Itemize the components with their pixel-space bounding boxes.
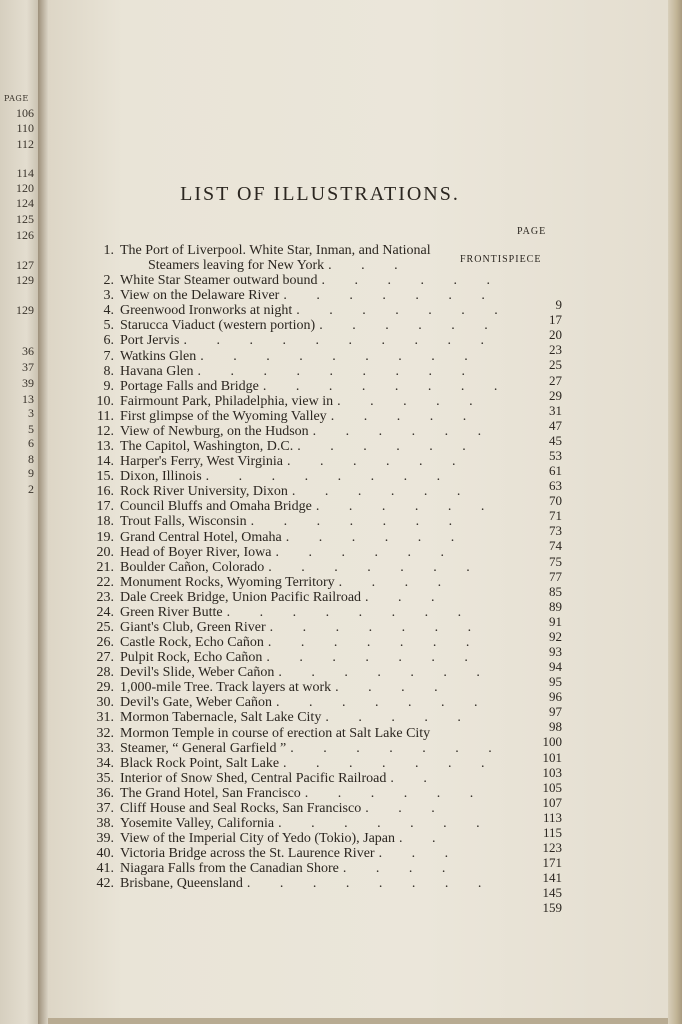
list-item <box>88 439 479 455</box>
leader-dots: . . . . . . . <box>267 635 483 651</box>
leader-dots: . . . . . <box>337 393 486 409</box>
list-item <box>88 710 474 726</box>
list-item <box>88 771 440 787</box>
item-number: 42. <box>96 876 114 892</box>
item-number: 35. <box>96 770 114 786</box>
facing-page-number: 5 <box>28 422 34 436</box>
page-column-header: PAGE <box>517 226 547 237</box>
item-title: Rock River University, Dixon <box>120 484 288 500</box>
item-title: Grand Central Hotel, Omaha <box>120 529 282 545</box>
facing-page-number: 126 <box>16 228 34 242</box>
item-title: Greenwood Ironworks at night <box>120 303 293 319</box>
item-number: 41. <box>96 861 114 877</box>
facing-page-number: 6 <box>28 436 34 450</box>
leader-dots: . . . <box>378 846 462 862</box>
leader-dots: . . . . . . <box>291 484 474 500</box>
item-title: Cliff House and Seal Rocks, San Francisco <box>120 800 362 816</box>
facing-page-number: 114 <box>16 166 34 180</box>
item-title-continued: Steamers leaving for New York <box>148 258 325 274</box>
list-item <box>88 801 448 817</box>
leader-dots: . . . . . . . . <box>205 469 454 485</box>
item-number: 13. <box>96 439 114 455</box>
item-number: 12. <box>96 423 114 439</box>
list-item <box>88 741 505 757</box>
leader-dots: . . . . . . . . <box>262 378 511 394</box>
item-title: Fairmount Park, Philadelphia, view in <box>120 393 334 409</box>
item-title: Giant's Club, Green River <box>120 620 266 635</box>
item-title: The Capitol, Washington, D.C. <box>120 439 294 455</box>
item-title: Boulder Cañon, Colorado <box>120 559 265 575</box>
leader-dots: . . . . . . . <box>269 620 485 635</box>
item-page-number: 92 <box>549 628 562 644</box>
item-page-number: 97 <box>549 704 562 720</box>
item-page-number: 74 <box>549 538 562 554</box>
item-title: White Star Steamer outward bound <box>120 273 318 289</box>
item-title: Monument Rocks, Wyoming Territory <box>120 574 335 590</box>
item-page-number: 100 <box>542 734 562 750</box>
item-number: 6. <box>103 333 114 349</box>
list-item <box>88 726 430 742</box>
facing-page-number: 13 <box>22 392 34 406</box>
leader-dots: . . . <box>328 258 411 274</box>
item-number: 39. <box>96 831 114 847</box>
item-title: Trout Falls, Wisconsin <box>120 514 247 530</box>
item-page-number: 77 <box>549 568 562 584</box>
facing-page-number: 124 <box>16 196 34 210</box>
item-number: 36. <box>96 785 114 801</box>
item-title: Interior of Snow Shed, Central Pacific Railroad <box>120 770 387 786</box>
item-number: 38. <box>96 816 114 832</box>
list-item <box>88 560 483 576</box>
list-item-continuation <box>148 258 411 274</box>
item-title: The Port of Liverpool. White Star, Inman, and National <box>120 243 431 258</box>
list-item <box>88 620 484 636</box>
item-number: 19. <box>96 529 114 545</box>
item-title: Harper's Ferry, West Virginia <box>120 454 283 470</box>
facing-page-edge <box>0 0 38 1024</box>
list-item <box>88 514 465 530</box>
leader-dots: . . . . <box>342 861 459 877</box>
item-page-number: 94 <box>549 659 562 675</box>
list-item <box>88 333 497 349</box>
item-page-number: 115 <box>542 824 562 840</box>
item-number: 27. <box>96 650 114 666</box>
facing-page-number: 129 <box>16 303 34 317</box>
leader-dots: . . . . . . <box>275 544 457 560</box>
item-title: Portage Falls and Bridge <box>120 378 259 394</box>
leader-dots: . . . . . . . <box>290 740 505 756</box>
leader-dots: . . . . . . <box>321 273 504 289</box>
item-title: Steamer, “ General Garfield ” <box>120 740 287 756</box>
item-number: 16. <box>96 484 114 500</box>
item-title: Niagara Falls from the Canadian Shore <box>120 861 339 877</box>
item-number: 4. <box>103 303 114 319</box>
list-item <box>88 303 511 319</box>
leader-dots: . . . . . . <box>285 529 468 545</box>
list-item <box>88 484 473 500</box>
item-number: 37. <box>96 800 114 816</box>
item-title: First glimpse of the Wyoming Valley <box>120 408 327 424</box>
item-page-number: 17 <box>549 312 562 328</box>
item-number: 23. <box>96 589 114 605</box>
leader-dots: . . . . . . <box>297 439 479 455</box>
list-item <box>88 454 468 470</box>
list-item <box>88 605 474 621</box>
item-page-number: 61 <box>549 463 562 479</box>
leader-dots: . . . . . <box>325 710 474 726</box>
item-page-number: 101 <box>542 749 562 765</box>
item-number: 29. <box>96 680 114 696</box>
list-item <box>88 846 461 862</box>
leader-dots: . . . . <box>335 680 451 696</box>
list-item <box>88 288 498 304</box>
item-page-number: 93 <box>549 644 562 659</box>
facing-page-number: 125 <box>16 212 34 226</box>
list-item <box>88 665 493 681</box>
item-title: View on the Delaware River <box>120 288 280 304</box>
item-number: 21. <box>96 559 114 575</box>
item-page-number: 71 <box>549 508 562 524</box>
leader-dots: . . . . . . . . <box>246 876 495 892</box>
list-item <box>88 364 478 380</box>
facing-page-number: 36 <box>22 344 34 358</box>
item-page-number: 29 <box>549 387 562 403</box>
item-page-number: 73 <box>549 523 562 539</box>
leader-dots: . . . . . . . <box>275 695 491 711</box>
item-title: Mormon Temple in course of erection at Salt Lake City <box>120 725 431 741</box>
item-page-number: 9 <box>555 297 562 313</box>
item-page-number: 107 <box>542 794 562 810</box>
item-title: Black Rock Point, Salt Lake <box>120 755 280 771</box>
item-page-number: 103 <box>542 764 562 780</box>
item-title: Pulpit Rock, Echo Cañon <box>120 650 263 666</box>
item-page-number: 123 <box>542 840 562 856</box>
item-number: 18. <box>96 514 114 530</box>
item-page-number: 141 <box>542 870 562 886</box>
list-item <box>88 590 448 606</box>
item-number: 24. <box>96 604 114 620</box>
list-item <box>88 318 501 334</box>
item-title: Council Bluffs and Omaha Bridge <box>120 499 312 515</box>
list-item <box>88 424 494 440</box>
item-number: 17. <box>96 499 114 515</box>
item-title: The Grand Hotel, San Francisco <box>120 785 301 801</box>
facing-page-number: 2 <box>28 482 34 496</box>
leader-dots: . . . <box>365 589 448 605</box>
item-title: Green River Butte <box>120 604 223 620</box>
leader-dots: . . . . . . . <box>278 816 493 832</box>
item-title: Havana Glen <box>120 363 194 379</box>
item-number: 40. <box>96 846 114 862</box>
list-item <box>88 695 490 711</box>
item-page-number: 20 <box>549 327 562 343</box>
facing-page-number: 120 <box>16 181 34 195</box>
item-number: 1. <box>103 243 114 258</box>
item-number: 30. <box>96 695 114 711</box>
facing-page-number: 127 <box>16 258 34 272</box>
item-page-number: 53 <box>549 447 562 463</box>
leader-dots: . . . . . . . . . . <box>183 333 497 349</box>
list-item <box>88 273 503 289</box>
item-number: 10. <box>96 393 114 409</box>
list-item <box>88 876 494 892</box>
item-number: 25. <box>96 620 114 635</box>
item-number: 26. <box>96 635 114 651</box>
list-item <box>88 409 479 425</box>
list-item <box>88 635 482 651</box>
facing-page-number: 112 <box>16 137 34 151</box>
leader-dots: . . . . . . . . <box>226 604 475 620</box>
item-page-number: 96 <box>549 689 562 705</box>
item-number: 33. <box>96 740 114 756</box>
facing-page-number: 8 <box>28 452 34 466</box>
item-page-number: 91 <box>549 613 562 629</box>
item-number: 3. <box>103 288 114 304</box>
list-item <box>88 831 449 847</box>
item-title: Victoria Bridge across the St. Laurence River <box>120 846 375 862</box>
item-page-number: 25 <box>549 357 562 373</box>
item-title: Watkins Glen <box>120 348 197 364</box>
list-item <box>88 499 497 515</box>
item-title: Port Jervis <box>120 333 180 349</box>
item-number: 34. <box>96 755 114 771</box>
list-item <box>88 786 486 802</box>
item-page-number: 98 <box>549 719 562 735</box>
item-number: 7. <box>103 348 114 364</box>
item-number: 22. <box>96 574 114 590</box>
item-number: 2. <box>103 273 114 289</box>
leader-dots: . . . . . . . <box>283 288 498 304</box>
item-number: 9. <box>103 378 114 394</box>
item-number: 8. <box>103 363 114 379</box>
item-title: Castle Rock, Echo Cañon <box>120 635 264 651</box>
leader-dots: . . . . . . . <box>283 755 498 771</box>
item-title: Head of Boyer River, Iowa <box>120 544 272 560</box>
list-item <box>88 545 457 561</box>
item-number: 5. <box>103 318 114 334</box>
item-page-number: 95 <box>549 674 562 690</box>
facing-page-number: 37 <box>22 360 34 374</box>
item-page-number: 75 <box>549 553 562 569</box>
item-number: 15. <box>96 469 114 485</box>
item-title: View of Newburg, on the Hudson <box>120 423 309 439</box>
item-number: 20. <box>96 544 114 560</box>
item-page-number: 23 <box>549 342 562 358</box>
list-item <box>88 379 510 395</box>
facing-page-number: 39 <box>22 376 34 390</box>
item-page-number: 63 <box>549 478 562 494</box>
leader-dots: . . . <box>365 800 448 816</box>
item-page-number: 89 <box>549 598 562 614</box>
leader-dots: . . . . . . <box>304 785 487 801</box>
list-item <box>88 394 486 410</box>
item-page-number: 27 <box>549 372 562 388</box>
facing-page-number: 9 <box>28 466 34 480</box>
list-item <box>88 530 467 546</box>
item-title: View of the Imperial City of Yedo (Tokio), Japan <box>120 831 396 847</box>
list-item <box>88 756 498 772</box>
list-item <box>88 575 454 591</box>
book-gutter <box>38 0 48 1024</box>
facing-page-number: 110 <box>16 121 34 135</box>
item-page-number: 31 <box>549 402 562 418</box>
item-title: Brisbane, Queensland <box>120 876 243 892</box>
list-item <box>88 861 458 877</box>
item-page-number: 85 <box>549 583 562 599</box>
item-page-number: 47 <box>549 417 562 433</box>
item-number: 11. <box>97 408 114 424</box>
leader-dots: . . . . . . . <box>296 303 511 319</box>
facing-page-label: PAGE <box>4 94 29 103</box>
page-title: LIST OF ILLUSTRATIONS. <box>180 183 460 205</box>
leader-dots: . . . . . . <box>312 423 495 439</box>
item-page-number: 45 <box>549 432 562 448</box>
leader-dots: . . <box>399 831 449 847</box>
item-page-number: 145 <box>542 885 562 901</box>
leader-dots: . . . . . . . <box>268 559 483 575</box>
leader-dots: . . . . . . . <box>278 665 493 681</box>
item-number: 31. <box>96 710 114 726</box>
page-edge <box>668 0 682 1024</box>
leader-dots: . . <box>390 770 440 786</box>
leader-dots: . . . . . . . . . <box>200 348 481 364</box>
list-item <box>88 243 431 259</box>
leader-dots: . . . . . . . <box>266 650 481 666</box>
item-title: 1,000-mile Tree. Track layers at work <box>120 680 332 696</box>
frontispiece-label: FRONTISPIECE <box>460 254 542 265</box>
leader-dots: . . . . . . . . . <box>197 363 478 379</box>
item-title: Mormon Tabernacle, Salt Lake City <box>120 710 322 726</box>
list-item <box>88 349 481 365</box>
leader-dots: . . . . <box>338 574 455 590</box>
item-page-number: 159 <box>542 900 562 916</box>
list-item <box>88 650 481 666</box>
item-number: 14. <box>96 454 114 470</box>
facing-page-number: 3 <box>28 406 34 420</box>
item-title: Dixon, Illinois <box>120 469 202 485</box>
item-page-number: 105 <box>542 779 562 795</box>
leader-dots: . . . . . <box>330 408 480 424</box>
item-page-number: 70 <box>549 493 562 509</box>
facing-page-number: 129 <box>16 273 34 287</box>
list-item <box>88 469 453 485</box>
leader-dots: . . . . . . <box>315 499 498 515</box>
item-title: Devil's Slide, Weber Cañon <box>120 665 275 681</box>
item-title: Starucca Viaduct (western portion) <box>120 318 316 334</box>
item-title: Dale Creek Bridge, Union Pacific Railroad <box>120 589 362 605</box>
item-title: Yosemite Valley, California <box>120 816 275 832</box>
item-page-number: 113 <box>542 809 562 825</box>
list-item <box>88 680 451 696</box>
item-number: 28. <box>96 665 114 681</box>
leader-dots: . . . . . . . <box>250 514 466 530</box>
facing-page-number: 106 <box>16 106 34 120</box>
item-page-number: 171 <box>542 855 562 871</box>
item-number: 32. <box>96 725 114 741</box>
leader-dots: . . . . . . <box>286 454 469 470</box>
list-item <box>88 816 493 832</box>
item-title: Devil's Gate, Weber Cañon <box>120 695 272 711</box>
leader-dots: . . . . . . <box>319 318 501 334</box>
